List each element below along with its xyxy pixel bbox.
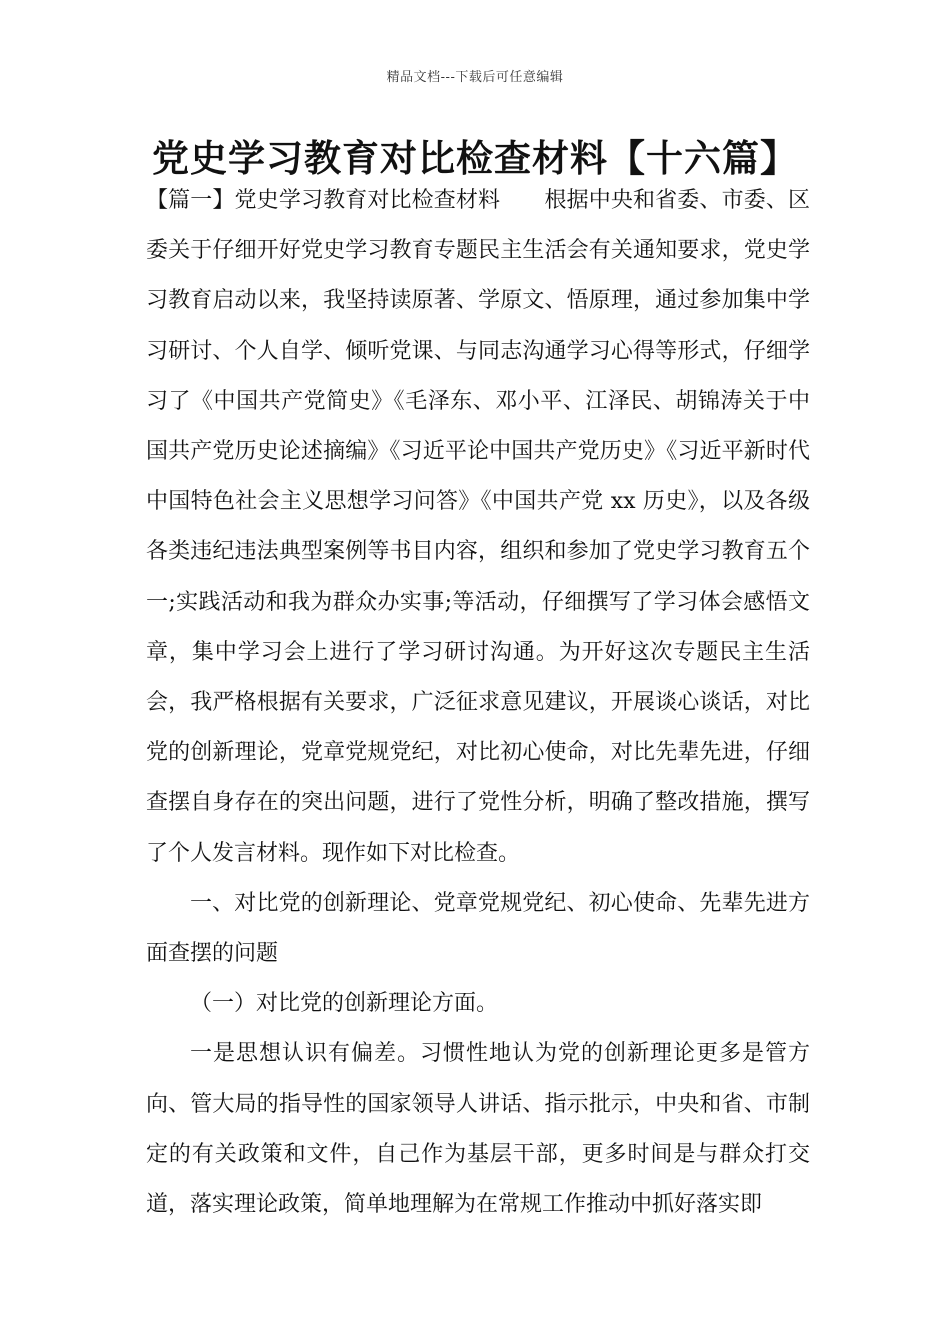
document-title: 党史学习教育对比检查材料【十六篇】: [152, 137, 798, 180]
paragraph-intro: 【篇一】党史学习教育对比检查材料 根据中央和省委、市委、区委关于仔细开好党史学习教育专题民主生活会有关通知要求，党史学习教育启动以来，我坚持读原著、学原文、悟原理，通过参加集中学习研讨、个人自学、倾听党课、与同志沟通学习心得等形式，仔细学习了《中国共产党简史》《毛泽东、邓小平、江泽民、胡锦涛关于中国共产党历史论述摘编》《习近平论中国共产党历史》《习近平新时代中国特色社会主义思想学习问答》《中国共产党 xx 历史》，以及各级各类违纪违法典型案例等书目内容，组织和参加了党史学习教育五个一;实践活动和我为群众办实事;等活动，仔细撰写了学习体会感悟文章，集中学习会上进行了学习研讨沟通。为开好这次专题民主生活会，我严格根据有关要求，广泛征求意见建议，开展谈心谈话，对比党的创新理论，党章党规党纪，对比初心使命，对比先辈先进，仔细查摆自身存在的突出问题，进行了党性分析，明确了整改措施，撰写了个人发言材料。现作如下对比检查。: [146, 188, 810, 866]
subsection-heading: （一）对比党的创新理论方面。: [190, 991, 499, 1017]
section-heading: 一、对比党的创新理论、党章党规党纪、初心使命、先辈先进方面查摆的问题: [146, 890, 810, 967]
document-body: [146, 176, 810, 1230]
paragraph-point-one: 一是思想认识有偏差。习惯性地认为党的创新理论更多是管方向、管大局的指导性的国家领导人讲话、指示批示，中央和省、市制定的有关政策和文件，自己作为基层干部，更多时间是与群众打交道，落实理论政策，简单地理解为在常规工作推动中抓好落实即: [146, 1041, 810, 1218]
header-note: 精品文档---下载后可任意编辑: [386, 70, 564, 85]
